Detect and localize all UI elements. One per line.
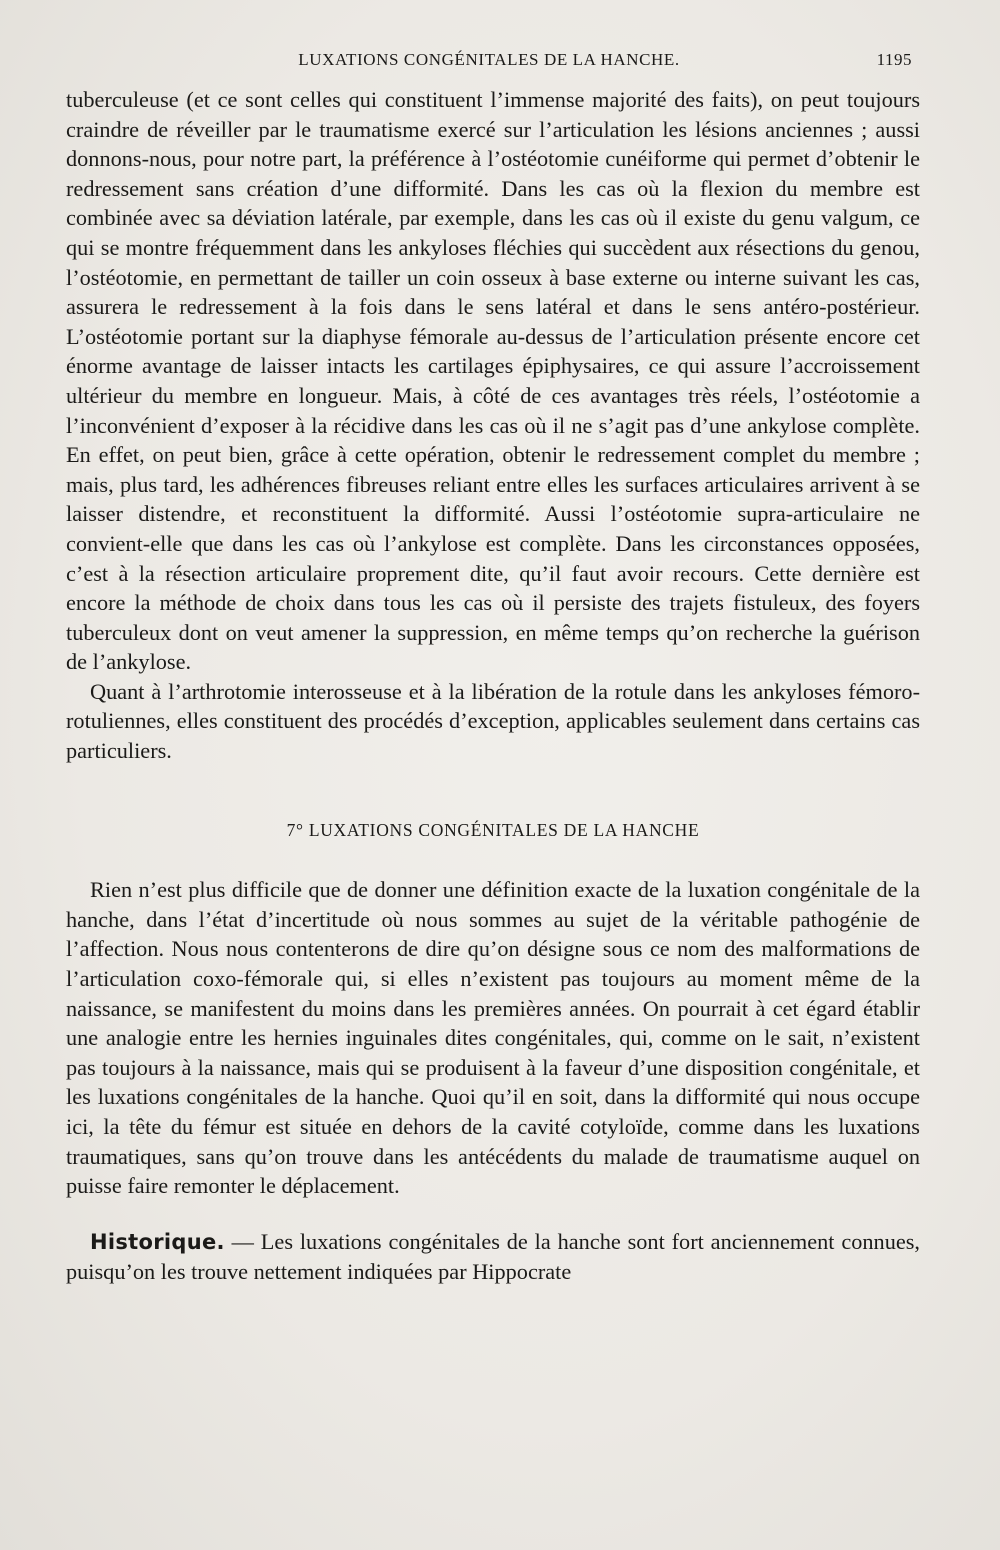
historique-text: — Les luxations congénitales de la hanche sont fort anciennement connues, puisqu’on les trouve nettement indiquées par Hippocrate [66, 1228, 920, 1285]
paragraph-definition: Rien n’est plus difficile que de donner une définition exacte de la luxation congénitale de la hanche, dans l’état d’incertitude où nous sommes au sujet de la véritable pathogénie de l’affection. Nous nous contenterons de dire qu’on désigne sous ce nom des malformations de l’articulation coxo-fémorale qui, si elles n’existent pas toujours au moment même de la naissance, se manifestent du moins dans les premières années. On pourrait à cet égard établir une analogie entre les hernies inguinales dites congénitales, qui, comme on le sait, n’existent pas toujours à la naissance, mais qui se produisent à la faveur d’une disposition congénitale, et les luxations congénitales de la hanche. Quoi qu’il en soit, dans la difformité qui nous occupe ici, la tête du fémur est située en dehors de la cavité cotyloïde, comme dans les luxations traumatiques, sans qu’on trouve dans les antécédents du malade de traumatisme auquel on puisse faire remonter le déplacement. [66, 877, 920, 1199]
running-title: LUXATIONS CONGÉNITALES DE LA HANCHE. [298, 50, 680, 69]
page-number: 1195 [876, 50, 912, 69]
section-heading: 7° LUXATIONS CONGÉNITALES DE LA HANCHE [286, 819, 700, 840]
paragraph-historique [66, 1227, 920, 1287]
body-text [66, 85, 920, 1287]
historique-heading: Historique. [90, 1229, 225, 1254]
paragraph-continued: tuberculeuse (et ce sont celles qui constituent l’immense majorité des faits), on peut toujours craindre de réveiller par le traumatisme exercé sur l’articulation les lésions anciennes ; aussi donnons-nous, pour notre part, la préférence à l’ostéotomie cunéiforme qui permet d’obtenir le redressement sans création d’une difformité. Dans les cas où la flexion du membre est combinée avec sa déviation latérale, par exemple, dans les cas où il existe du genu valgum, ce qui se montre fréquemment dans les ankyloses fléchies qui succèdent aux résections du genou, l’ostéotomie, en permettant de tailler un coin osseux à base externe ou interne suivant les cas, assurera le redressement à la fois dans le sens latéral et dans le sens antéro-postérieur. L’ostéotomie portant sur la diaphyse fémorale au-dessus de l’articulation présente encore cet énorme avantage de laisser intacts les cartilages épiphysaires, ce qui assure l’accroissement ultérieur du membre en longueur. Mais, à côté de ces avantages très réels, l’ostéotomie a l’inconvénient d’exposer à la récidive dans les cas où il ne s’agit pas d’une ankylose complète. En effet, on peut bien, grâce à cette opération, obtenir le redressement complet du membre ; mais, plus tard, les adhérences fibreuses reliant entre elles les surfaces articulaires arrivent à se laisser distendre, et reconstituent la difformité. Aussi l’ostéotomie supra-articulaire ne convient-elle que dans les cas où l’ankylose est complète. Dans les circonstances opposées, c’est à la résection articulaire proprement dite, qu’il faut avoir recours. Cette dernière est encore la méthode de choix dans tous les cas où il persiste des trajets fistuleux, des foyers tuberculeux dont on veut amener la suppression, en même temps qu’on recherche la guérison de l’ankylose. [66, 87, 920, 675]
paragraph-arthrotomie: Quant à l’arthrotomie interosseuse et à la libération de la rotule dans les ankyloses fémoro-rotuliennes, elles constituent des procédés d’exception, applicables seulement dans certains cas particuliers. [66, 678, 920, 764]
running-head [66, 50, 912, 74]
